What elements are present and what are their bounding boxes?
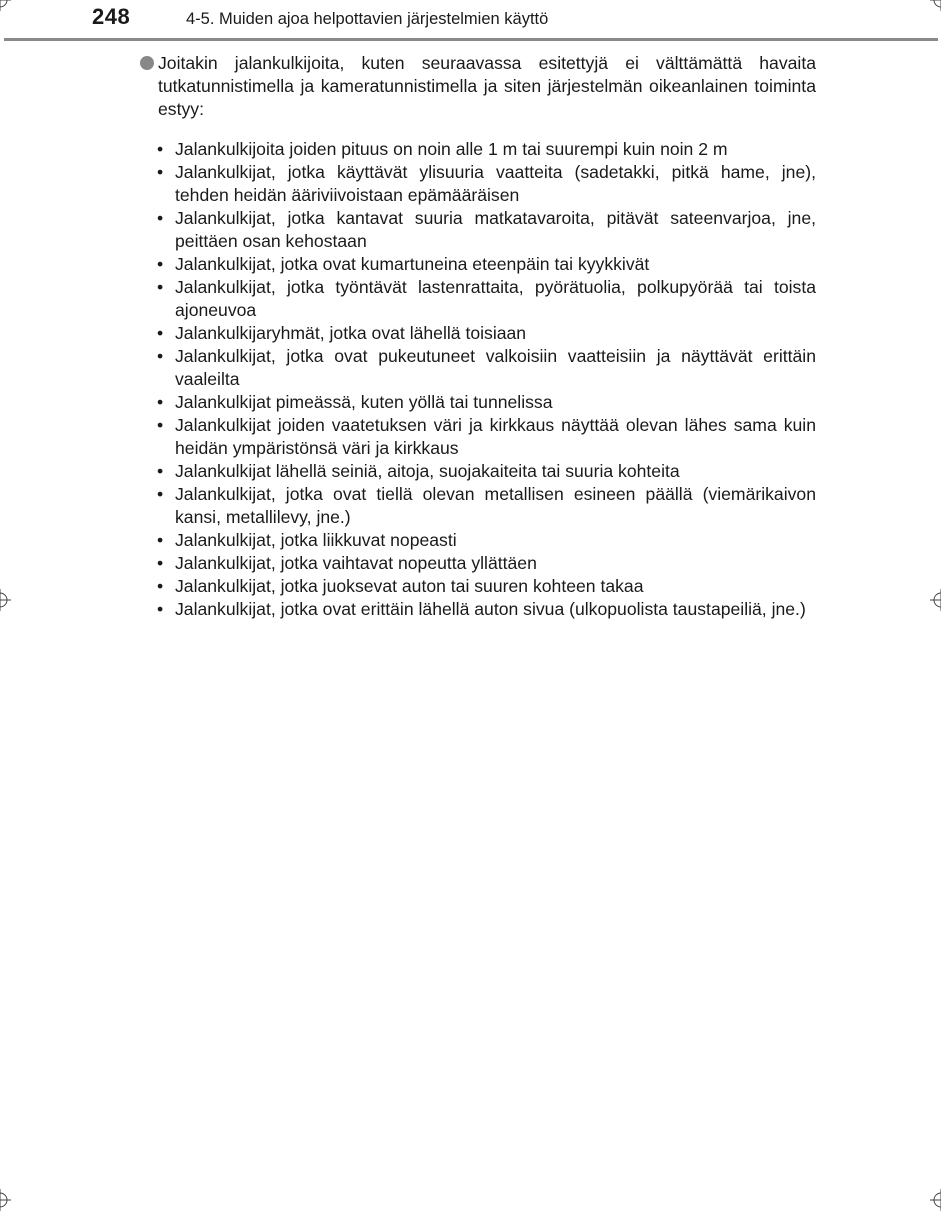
bullet-icon: •	[157, 162, 164, 182]
bullet-icon: •	[157, 415, 164, 435]
bullet-icon: •	[157, 461, 164, 481]
circle-bullet-icon	[140, 56, 154, 70]
registration-mark-icon	[0, 1189, 11, 1211]
list-item	[140, 598, 816, 621]
bullet-icon: •	[157, 323, 164, 343]
bullet-icon: •	[157, 277, 164, 297]
list-item-text: Jalankulkijat, jotka työntävät lastenrattaita, pyörätuolia, polkupyörää tai toista ajoneuvoa	[175, 277, 816, 320]
bullet-icon: •	[157, 208, 164, 228]
bullet-icon: •	[157, 530, 164, 550]
registration-mark-icon	[930, 589, 941, 611]
list-item	[140, 391, 816, 414]
list-item-text: Jalankulkijoita joiden pituus on noin alle 1 m tai suurempi kuin noin 2 m	[175, 139, 728, 159]
list-item	[140, 460, 816, 483]
list-item-text: Jalankulkijat, jotka ovat erittäin lähellä auton sivua (ulkopuolista taustapeiliä, jne.)	[175, 599, 806, 619]
list-item	[140, 276, 816, 322]
list-item-text: Jalankulkijat joiden vaatetuksen väri ja kirkkaus näyttää olevan lähes sama kuin heidän ympäristönsä väri ja kirkkaus	[175, 415, 816, 458]
list-item	[140, 345, 816, 391]
list-item	[140, 414, 816, 460]
list-item	[140, 483, 816, 529]
intro-paragraph	[140, 52, 816, 121]
header-rule	[4, 38, 938, 41]
registration-mark-icon	[0, 0, 11, 11]
bullet-icon: •	[157, 139, 164, 159]
registration-mark-icon	[930, 1189, 941, 1211]
bullet-icon: •	[157, 599, 164, 619]
list-item	[140, 161, 816, 207]
list-item-text: Jalankulkijat lähellä seiniä, aitoja, suojakaiteita tai suuria kohteita	[175, 461, 680, 481]
page-number: 248	[92, 4, 131, 29]
list-item	[140, 529, 816, 552]
bullet-icon: •	[157, 346, 164, 366]
list-item-text: Jalankulkijat pimeässä, kuten yöllä tai tunnelissa	[175, 392, 553, 412]
list-item-text: Jalankulkijat, jotka ovat tiellä olevan metallisen esineen päällä (viemärikaivon kansi, metallilevy, jne.)	[175, 484, 816, 527]
pedestrian-list	[140, 138, 816, 621]
list-item	[140, 552, 816, 575]
intro-text: Joitakin jalankulkijoita, kuten seuraavassa esitettyjä ei välttämättä havaita tutkatunnistimella ja kameratunnistimella ja siten järjestelmän oikeanlainen toiminta estyy:	[158, 53, 816, 119]
registration-mark-icon	[0, 589, 11, 611]
bullet-icon: •	[157, 254, 164, 274]
list-item-text: Jalankulkijat, jotka ovat kumartuneina eteenpäin tai kyykkivät	[175, 254, 650, 274]
list-item-text: Jalankulkijat, jotka vaihtavat nopeutta yllättäen	[175, 553, 537, 573]
chapter-title: 4-5. Muiden ajoa helpottavien järjestelmien käyttö	[186, 10, 549, 28]
registration-mark-icon	[930, 0, 941, 11]
list-item	[140, 138, 816, 161]
list-item-text: Jalankulkijaryhmät, jotka ovat lähellä toisiaan	[175, 323, 527, 343]
list-item-text: Jalankulkijat, jotka ovat pukeutuneet valkoisiin vaatteisiin ja näyttävät erittäin vaaleilta	[175, 346, 816, 389]
list-item-text: Jalankulkijat, jotka juoksevat auton tai suuren kohteen takaa	[175, 576, 644, 596]
bullet-icon: •	[157, 484, 164, 504]
list-item-text: Jalankulkijat, jotka liikkuvat nopeasti	[175, 530, 457, 550]
bullet-icon: •	[157, 576, 164, 596]
list-item	[140, 322, 816, 345]
list-item	[140, 207, 816, 253]
bullet-icon: •	[157, 553, 164, 573]
list-item	[140, 253, 816, 276]
list-item	[140, 575, 816, 598]
main-content	[140, 52, 816, 621]
list-item-text: Jalankulkijat, jotka kantavat suuria matkatavaroita, pitävät sateenvarjoa, jne, peittäen osan kehostaan	[175, 208, 816, 251]
bullet-icon: •	[157, 392, 164, 412]
list-item-text: Jalankulkijat, jotka käyttävät ylisuuria vaatteita (sadetakki, pitkä hame, jne), tehden heidän ääriviivoistaan epämääräisen	[175, 162, 816, 205]
